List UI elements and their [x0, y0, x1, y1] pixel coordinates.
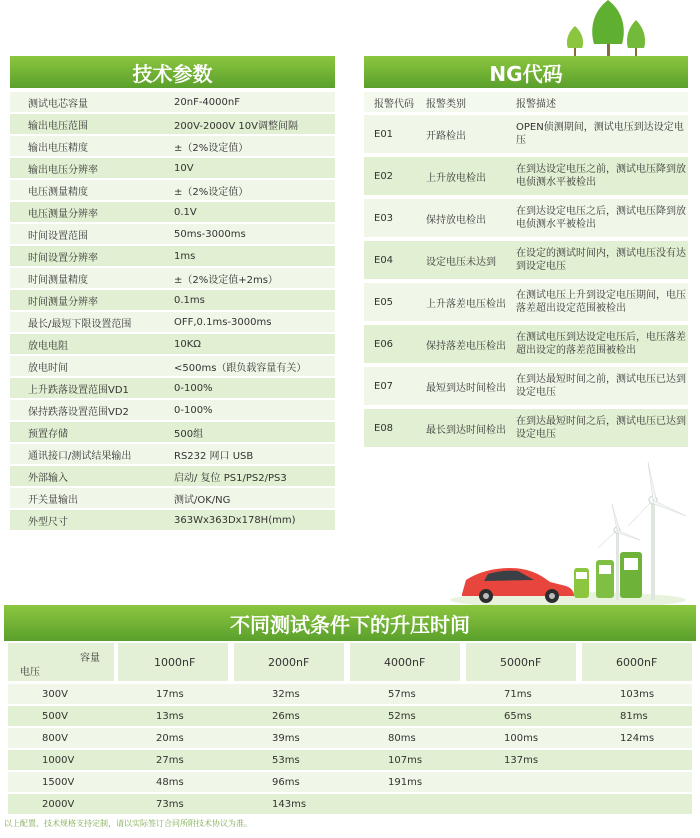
spec-label: 时间测量精度: [28, 274, 88, 286]
ng-desc: 在设定的测试时间内，测试电压没有达到设定电压: [516, 248, 686, 272]
spec-row: [10, 312, 335, 332]
spec-table: [10, 92, 335, 532]
ng-code: E07: [374, 380, 394, 392]
spec-value: 10V: [174, 162, 194, 174]
ng-type: 保持落差电压检出: [426, 340, 506, 352]
boost-row: [8, 728, 692, 748]
ng-code: E01: [374, 128, 394, 140]
ng-type: 设定电压未达到: [426, 256, 496, 268]
spec-row: [10, 246, 335, 266]
ng-column-header: [364, 92, 688, 112]
spec-row: [10, 136, 335, 156]
boost-corner-cell: [8, 643, 114, 681]
spec-value: ±（2%设定值）: [174, 186, 249, 198]
spec-row: [10, 510, 335, 530]
spec-row: [10, 356, 335, 376]
ng-type: 开路检出: [426, 130, 466, 142]
spec-value: 500组: [174, 428, 204, 440]
boost-voltage: 300V: [42, 688, 68, 700]
ng-type: 最长到达时间检出: [426, 424, 506, 436]
ng-type: 最短到达时间检出: [426, 382, 506, 394]
ng-row: [364, 367, 688, 405]
spec-row: [10, 290, 335, 310]
boost-time-value: 52ms: [388, 710, 416, 722]
ev-charging-illustration: [448, 460, 692, 610]
spec-label: 外部输入: [28, 472, 68, 484]
spec-label: 最长/最短下限设置范围: [28, 318, 132, 330]
ng-header-type: 报警类别: [426, 98, 466, 110]
ng-code: E04: [374, 254, 394, 266]
ng-desc: OPEN侦测期间，测试电压到达设定电压: [516, 122, 684, 146]
spec-label: 时间测量分辨率: [28, 296, 98, 308]
ng-row: [364, 199, 688, 237]
ng-code: E06: [374, 338, 394, 350]
spec-row: [10, 114, 335, 134]
boost-corner-voltage: 电压: [20, 667, 40, 678]
spec-row: [10, 180, 335, 200]
ng-title-bar: [364, 56, 688, 88]
ng-type: 保持放电检出: [426, 214, 486, 226]
ng-type: 上升放电检出: [426, 172, 486, 184]
boost-row: [8, 794, 692, 814]
spec-value: <500ms（跟负载容量有关）: [174, 362, 307, 374]
spec-row: [10, 92, 335, 112]
spec-label: 输出电压分辨率: [28, 164, 98, 176]
spec-row: [10, 378, 335, 398]
spec-label: 电压测量精度: [28, 186, 88, 198]
ng-row: [364, 283, 688, 321]
boost-voltage: 1500V: [42, 776, 75, 788]
boost-time-value: 39ms: [272, 732, 300, 744]
boost-time-value: 27ms: [156, 754, 184, 766]
boost-time-value: 20ms: [156, 732, 184, 744]
boost-voltage: 1000V: [42, 754, 75, 766]
spec-value: ±（2%设定值）: [174, 142, 249, 154]
boost-time-value: 81ms: [620, 710, 648, 722]
ng-row: [364, 157, 688, 195]
spec-title: 技术参数: [132, 61, 213, 86]
boost-title: 不同测试条件下的升压时间: [230, 612, 470, 637]
spec-value: 0-100%: [174, 382, 213, 394]
spec-label: 电压测量分辨率: [28, 208, 98, 220]
boost-time-value: 17ms: [156, 688, 184, 700]
ng-code: E03: [374, 212, 394, 224]
ng-desc: 在测试电压上升到设定电压期间，电压落差超出设定范围被检出: [516, 290, 686, 314]
boost-time-value: 13ms: [156, 710, 184, 722]
boost-row: [8, 772, 692, 792]
boost-voltage: 800V: [42, 732, 68, 744]
spec-value: 0.1ms: [174, 294, 205, 306]
spec-value: 1ms: [174, 250, 196, 262]
boost-time-value: 80ms: [388, 732, 416, 744]
boost-row: [8, 750, 692, 770]
spec-row: [10, 224, 335, 244]
spec-title-bar: [10, 56, 335, 88]
ng-desc: 在到达设定电压之后，测试电压降到放电侦测水平被检出: [516, 206, 686, 230]
spec-value: 363Wx363Dx178H(mm): [174, 514, 296, 526]
ng-desc: 在到达最短时间之前，测试电压已达到设定电压: [516, 374, 686, 398]
spec-row: [10, 334, 335, 354]
ng-type: 上升落差电压检出: [426, 298, 506, 310]
footer-note: 以上配置、技术规格支持定制，请以实际签订合同所附技术协议为准。: [4, 819, 252, 828]
boost-capacity-header: 4000nF: [350, 643, 460, 681]
boost-time-value: 71ms: [504, 688, 532, 700]
spec-value: 0.1V: [174, 206, 197, 218]
ng-code: E02: [374, 170, 394, 182]
boost-time-value: 73ms: [156, 798, 184, 810]
boost-time-value: 107ms: [388, 754, 423, 766]
boost-time-value: 137ms: [504, 754, 539, 766]
spec-row: [10, 488, 335, 508]
boost-time-value: 103ms: [620, 688, 655, 700]
spec-label: 上升跌落设置范围VD1: [28, 384, 129, 396]
boost-time-value: 26ms: [272, 710, 300, 722]
boost-capacity-header: 5000nF: [466, 643, 576, 681]
ng-desc: 在到达最短时间之后，测试电压已达到设定电压: [516, 416, 686, 440]
spec-label: 预置存储: [28, 428, 68, 440]
spec-value: 0-100%: [174, 404, 213, 416]
spec-value: 10KΩ: [174, 338, 201, 350]
spec-row: [10, 444, 335, 464]
boost-time-value: 48ms: [156, 776, 184, 788]
boost-row: [8, 706, 692, 726]
spec-value: 200V-2000V 10V调整间隔: [174, 120, 298, 132]
spec-row: [10, 466, 335, 486]
ng-row: [364, 115, 688, 153]
boost-time-value: 32ms: [272, 688, 300, 700]
boost-time-value: 65ms: [504, 710, 532, 722]
boost-capacity-header: 2000nF: [234, 643, 344, 681]
spec-label: 通讯接口/测试结果输出: [28, 450, 132, 462]
spec-label: 时间设置分辨率: [28, 252, 98, 264]
ng-row: [364, 325, 688, 363]
boost-time-value: 100ms: [504, 732, 539, 744]
boost-time-value: 96ms: [272, 776, 300, 788]
boost-voltage: 500V: [42, 710, 68, 722]
boost-capacity-header: 6000nF: [582, 643, 692, 681]
boost-title-bar: [4, 605, 696, 641]
ng-header-desc: 报警描述: [516, 98, 556, 110]
boost-time-value: 53ms: [272, 754, 300, 766]
trees-illustration: [550, 0, 670, 60]
boost-time-value: 57ms: [388, 688, 416, 700]
spec-label: 开关量输出: [28, 494, 78, 506]
boost-voltage: 2000V: [42, 798, 75, 810]
spec-value: 20nF-4000nF: [174, 96, 240, 108]
spec-value: RS232 网口 USB: [174, 450, 254, 462]
spec-row: [10, 422, 335, 442]
spec-value: OFF,0.1ms-3000ms: [174, 316, 272, 328]
spec-value: 测试/OK/NG: [174, 494, 231, 506]
spec-label: 放电时间: [28, 362, 68, 374]
ng-row: [364, 241, 688, 279]
ng-header-code: 报警代码: [374, 98, 414, 110]
boost-corner-capacity: 容量: [80, 653, 100, 664]
spec-row: [10, 158, 335, 178]
boost-time-value: 143ms: [272, 798, 307, 810]
boost-time-value: 124ms: [620, 732, 655, 744]
spec-label: 测试电芯容量: [28, 98, 88, 110]
spec-value: ±（2%设定值+2ms）: [174, 274, 278, 286]
spec-label: 输出电压范围: [28, 120, 88, 132]
ng-code: E08: [374, 422, 394, 434]
ng-row: [364, 409, 688, 447]
spec-row: [10, 400, 335, 420]
ng-title: NG代码: [489, 61, 563, 86]
boost-time-value: 191ms: [388, 776, 423, 788]
ng-code: E05: [374, 296, 394, 308]
ng-desc: 在测试电压到达设定电压后，电压落差超出设定的落差范围被检出: [516, 332, 686, 356]
spec-value: 启动/ 复位 PS1/PS2/PS3: [174, 472, 287, 484]
ng-desc: 在到达设定电压之前，测试电压降到放电侦测水平被检出: [516, 164, 686, 188]
boost-capacity-header: 1000nF: [118, 643, 228, 681]
spec-label: 外型尺寸: [28, 516, 68, 528]
spec-label: 输出电压精度: [28, 142, 88, 154]
spec-label: 放电电阻: [28, 340, 68, 352]
spec-row: [10, 268, 335, 288]
spec-value: 50ms-3000ms: [174, 228, 246, 240]
spec-label: 时间设置范围: [28, 230, 88, 242]
spec-row: [10, 202, 335, 222]
spec-label: 保持跌落设置范围VD2: [28, 406, 129, 418]
boost-row: [8, 684, 692, 704]
